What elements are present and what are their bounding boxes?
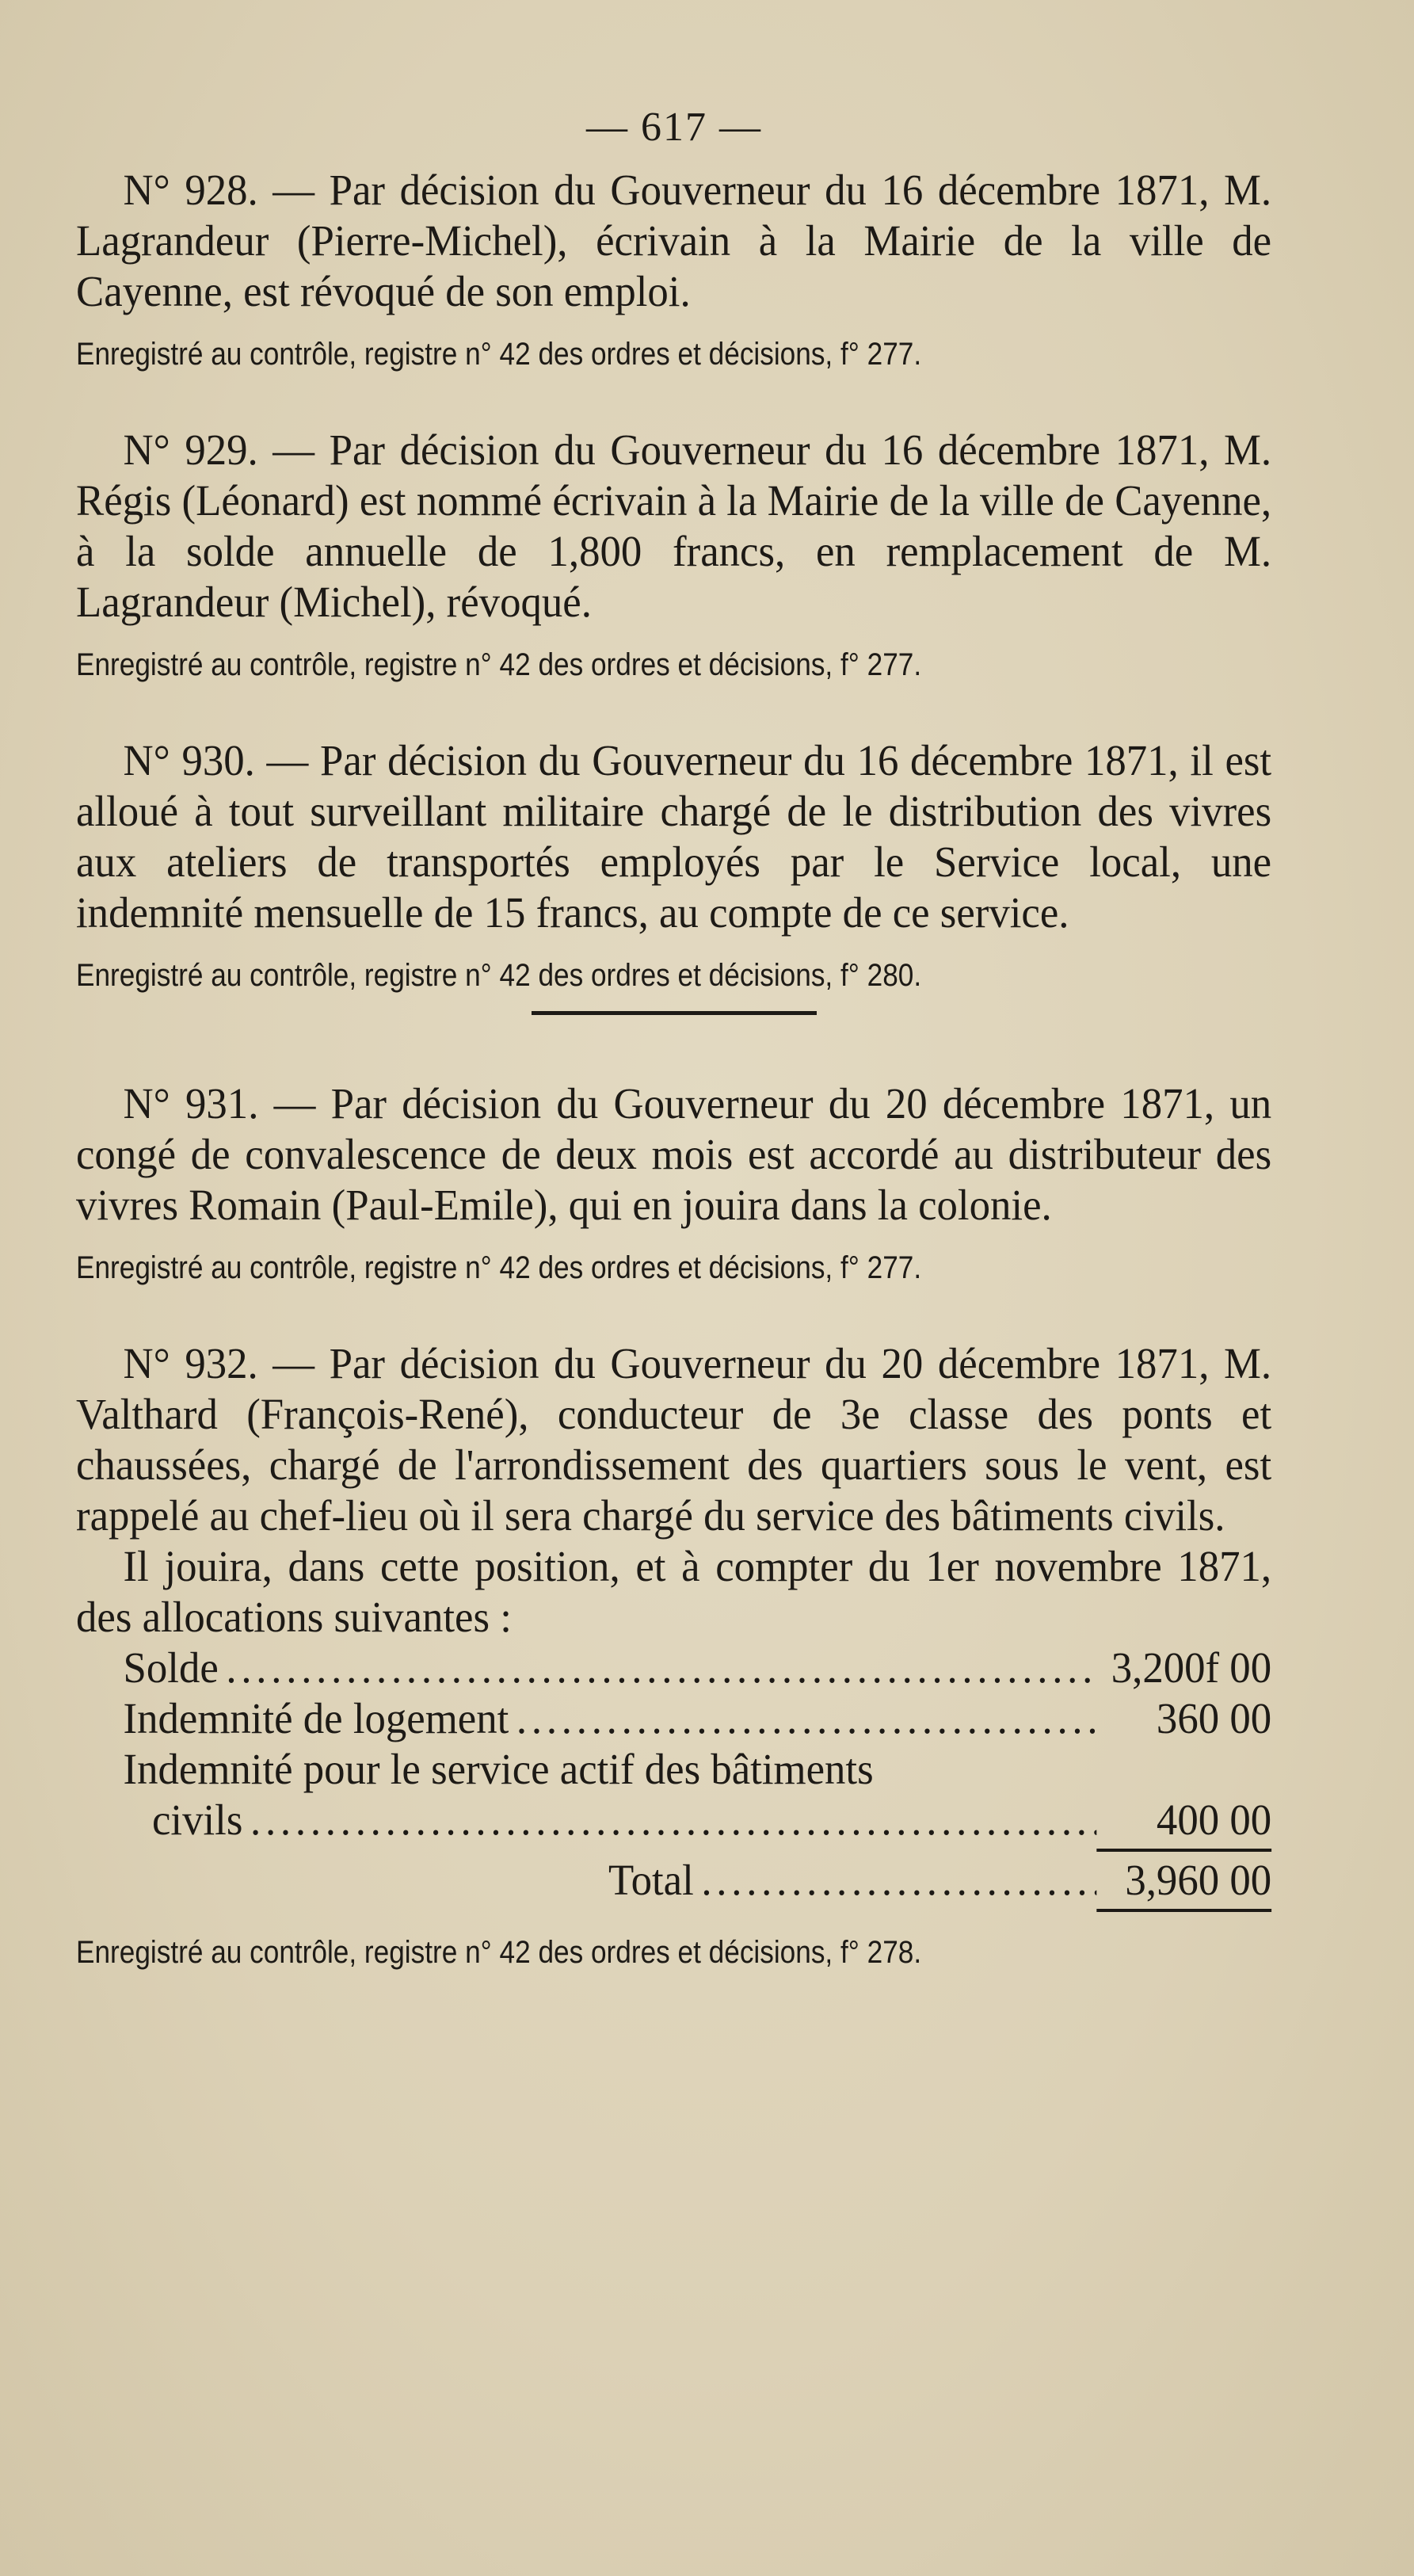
allocation-label-continued: civils: [152, 1796, 243, 1844]
leader-dots: [701, 1855, 1096, 1906]
entry-text: N° 930. — Par décision du Gouverneur du 16 décembre 1871, il est alloué à tout surveillant militaire chargé de le distribution des vivres aux ateliers de transportés employés par le Service local, une indemnité mensuelle de 15 francs, au compte de ce service.: [76, 736, 1272, 937]
entry-text: N° 929. — Par décision du Gouverneur du 16 décembre 1871, M. Régis (Léonard) est nommé écrivain à la Mairie de la ville de Cayenne, à la solde annuelle de 1,800 francs, en remplacement de M. Lagrandeur (Michel), révoqué.: [76, 426, 1272, 626]
entry-registration: Enregistré au contrôle, registre n° 42 des ordres et décisions, f° 278.: [76, 1935, 922, 1970]
allocation-row: [76, 1643, 1271, 1693]
leader-dots: [226, 1643, 1096, 1693]
entry-registration: Enregistré au contrôle, registre n° 42 des ordres et décisions, f° 277.: [76, 337, 922, 372]
entry-932: [76, 1338, 1272, 1974]
allocation-label: Indemnité pour le service actif des bâtiments: [123, 1745, 874, 1793]
entry-929: [76, 425, 1272, 686]
section-divider: [532, 1011, 817, 1015]
page-number: — 617 —: [586, 105, 762, 150]
allocation-amount: 3,200f 00: [1111, 1643, 1272, 1692]
allocation-amount: 360 00: [1156, 1694, 1272, 1742]
entry-931: [76, 1078, 1272, 1289]
page-content: [76, 100, 1272, 2023]
entry-text: N° 932. — Par décision du Gouverneur du 20 décembre 1871, M. Valthard (François-René), conducteur de 3e classe des ponts et chaussées, chargé de l'arrondissement des quartiers sous le vent, est rappelé au chef-lieu où il sera chargé du service des bâtiments civils.: [76, 1339, 1272, 1540]
entry-registration: Enregistré au contrôle, registre n° 42 des ordres et décisions, f° 277.: [76, 1250, 922, 1285]
entry-928: [76, 165, 1272, 376]
total-row: [76, 1855, 1271, 1906]
total-rule: [1096, 1909, 1271, 1912]
entry-text-continued: Il jouira, dans cette position, et à compter du 1er novembre 1871, des allocations suivantes :: [76, 1542, 1272, 1641]
allocation-row-continued: [76, 1795, 1271, 1845]
leader-dots: [250, 1795, 1096, 1845]
allocation-label: Solde: [123, 1643, 219, 1692]
entry-930: [76, 735, 1272, 997]
allocation-row: [76, 1744, 1271, 1795]
entry-text: N° 931. — Par décision du Gouverneur du 20 décembre 1871, un congé de convalescence de deux mois est accordé au distributeur des vivres Romain (Paul-Emile), qui en jouira dans la colonie.: [76, 1079, 1272, 1229]
entry-registration: Enregistré au contrôle, registre n° 42 des ordres et décisions, f° 280.: [76, 958, 922, 993]
sum-rule: [1096, 1849, 1271, 1852]
allocation-label: Indemnité de logement: [123, 1694, 509, 1742]
entry-registration: Enregistré au contrôle, registre n° 42 des ordres et décisions, f° 277.: [76, 647, 922, 682]
total-amount: 3,960 00: [1125, 1856, 1272, 1904]
allocation-amount: 400 00: [1156, 1796, 1272, 1844]
allocations-table: [76, 1643, 1271, 1912]
leader-dots: [516, 1693, 1096, 1744]
allocation-row: [76, 1693, 1271, 1744]
entry-text: N° 928. — Par décision du Gouverneur du 16 décembre 1871, M. Lagrandeur (Pierre-Michel), écrivain à la Mairie de la ville de Cayenne, est révoqué de son emploi.: [76, 166, 1272, 315]
total-label: Total: [608, 1856, 694, 1904]
